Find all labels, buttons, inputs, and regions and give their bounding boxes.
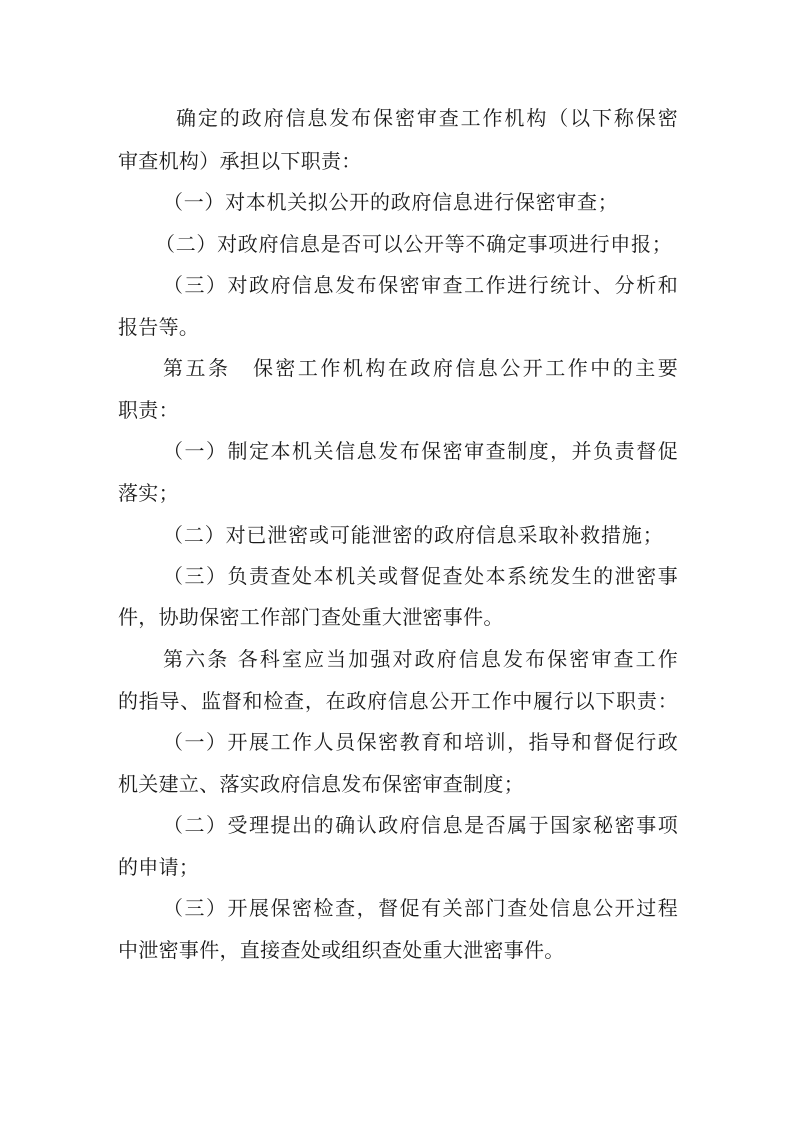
text-line: 中泄密事件，直接查处或组织查处重大泄密事件。 (118, 938, 565, 962)
section-heading-line: 第五条 保密工作机构在政府信息公开工作中的主要 (163, 356, 678, 380)
text-line: （一）开展工作人员保密教育和培训，指导和督促行政 (163, 730, 678, 754)
text-line: （二）对政府信息是否可以公开等不确定事项进行申报； (155, 232, 672, 256)
text-line: 的指导、监督和检查，在政府信息公开工作中履行以下职责： (118, 689, 678, 713)
text-line: （三）负责查处本机关或督促查处本系统发生的泄密事 (163, 564, 678, 588)
text-line: 职责： (118, 398, 179, 422)
text-line: （一）对本机关拟公开的政府信息进行保密审查； (163, 190, 618, 214)
text-line: 确定的政府信息发布保密审查工作机构（以下称保密 (176, 106, 678, 130)
text-line: 的申请； (118, 855, 200, 879)
text-line: 落实； (118, 481, 179, 505)
text-line: 件，协助保密工作部门查处重大泄密事件。 (118, 605, 504, 629)
text-line: 机关建立、落实政府信息发布保密审查制度； (118, 772, 524, 796)
text-line: （二）对已泄密或可能泄密的政府信息采取补救措施； (163, 523, 663, 547)
text-line: 报告等。 (118, 315, 200, 339)
text-line: （一）制定本机关信息发布保密审查制度，并负责督促 (163, 439, 678, 463)
text-line: （二）受理提出的确认政府信息是否属于国家秘密事项 (163, 813, 678, 837)
text-line: 审查机构）承担以下职责： (118, 149, 362, 173)
section-heading-line: 第六条 各科室应当加强对政府信息发布保密审查工作 (163, 647, 678, 671)
text-line: （三）对政府信息发布保密审查工作进行统计、分析和 (163, 273, 678, 297)
text-line: （三）开展保密检查，督促有关部门查处信息公开过程 (163, 896, 678, 920)
